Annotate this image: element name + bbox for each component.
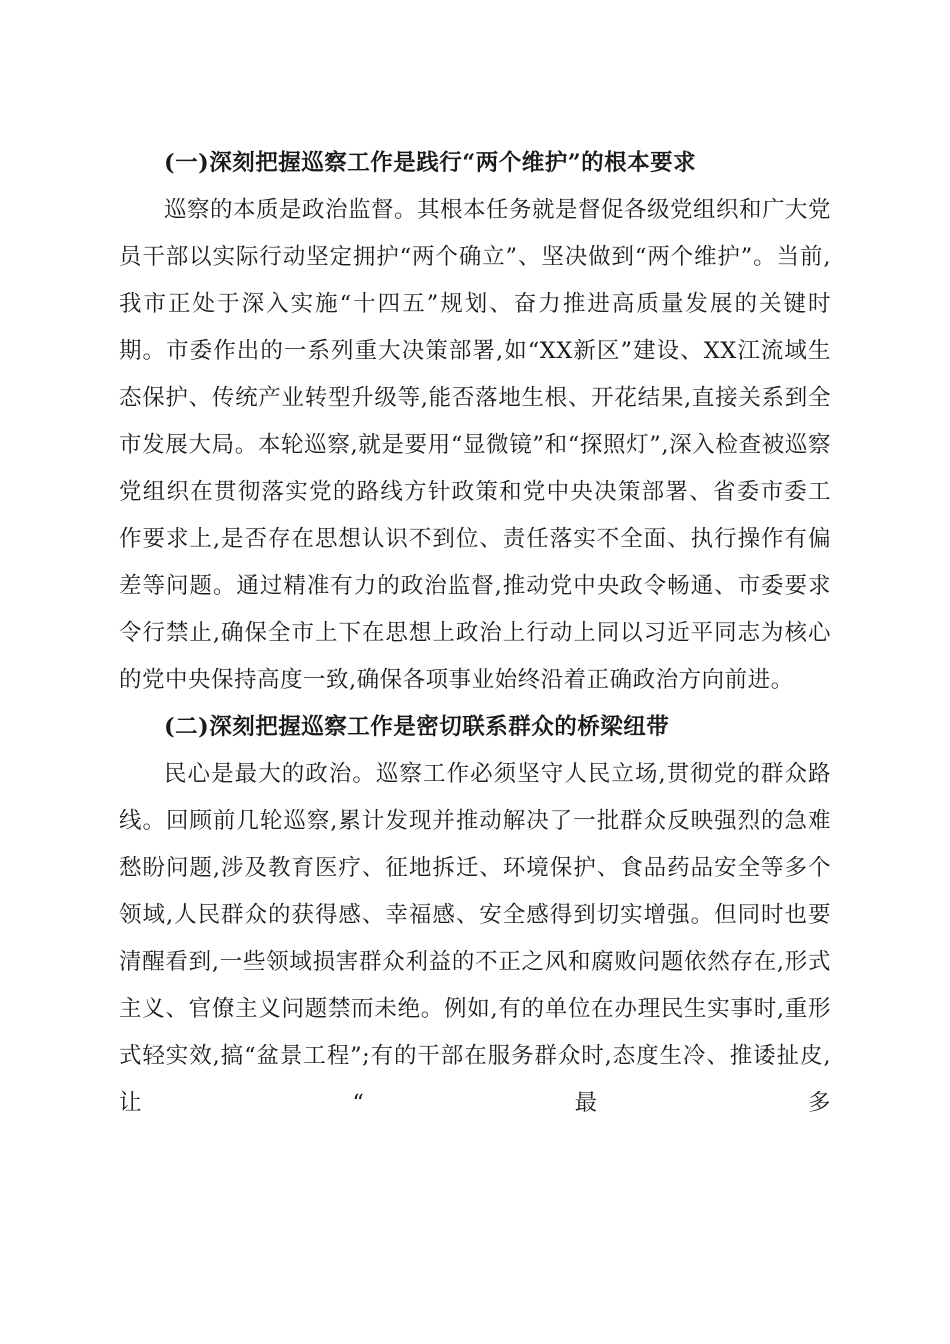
section-heading-1: (一)深刻把握巡察工作是践行“两个维护”的根本要求 bbox=[164, 150, 697, 176]
paragraph-1: 巡察的本质是政治监督。其根本任务就是督促各级党组织和广大党员干部以实际行动坚定拥护“两个确立”、坚决做到“两个维护”。当前,我市正处于深入实施“十四五”规划、奋力推进高质量发展的关键时期。市委作出的一系列重大决策部署,如“XX新区”建设、XX江流域生态保护、传统产业转型升级等,能否落地生根、开花结果,直接关系到全市发展大局。本轮巡察,就是要用“显微镜”和“探照灯”,深入检查被巡察党组织在贯彻落实党的路线方针政策和党中央决策部署、省委市委工作要求上,是否存在思想认识不到位、责任落实不全面、执行操作有偏差等问题。通过精准有力的政治监督,推动党中央政令畅通、市委要求令行禁止,确保全市上下在思想上政治上行动上同以习近平同志为核心的党中央保持高度一致,确保各项事业始终沿着正确政治方向前进。 bbox=[119, 197, 832, 693]
section-heading-2: (二)深刻把握巡察工作是密切联系群众的桥梁纽带 bbox=[164, 714, 670, 740]
document-page bbox=[119, 140, 831, 1127]
paragraph-2: 民心是最大的政治。巡察工作必须坚守人民立场,贯彻党的群众路线。回顾前几轮巡察,累计发现并推动解决了一批群众反映强烈的急难愁盼问题,涉及教育医疗、征地拆迁、环境保护、食品药品安全等多个领域,人民群众的获得感、幸福感、安全感得到切实增强。但同时也要清醒看到,一些领域损害群众利益的不正之风和腐败问题依然存在,形式主义、官僚主义问题禁而未绝。例如,有的单位在办理民生实事时,重形式轻实效,搞“盆景工程”;有的干部在服务群众时,态度生冷、推诿扯皮,让“最多 bbox=[119, 761, 831, 1116]
